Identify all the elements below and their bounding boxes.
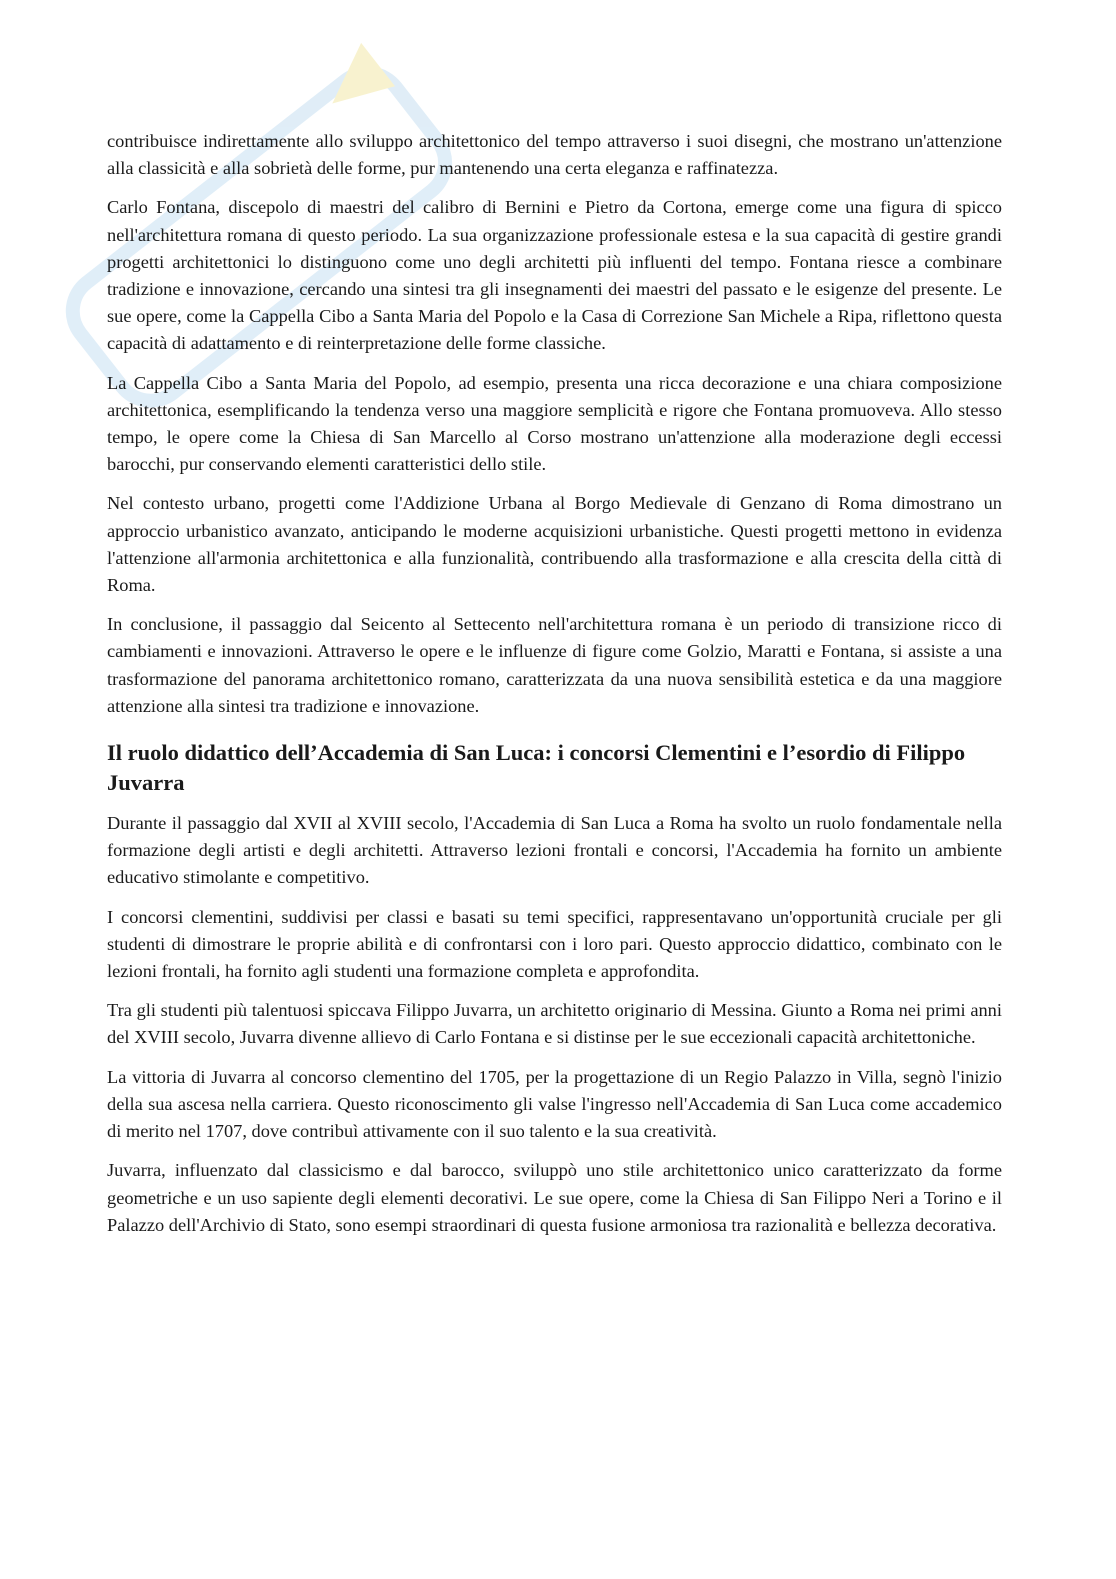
paragraph-carlo-fontana: Carlo Fontana, discepolo di maestri del calibro di Bernini e Pietro da Cortona, emerge come una figura di spicco nell'architettura romana di questo periodo. La sua organizzazione professionale estesa e la sua capacità di gestire grandi progetti architettonici lo distinguono come uno degli architetti più influenti del tempo. Fontana riesce a combinare tradizione e innovazione, cercando una sintesi tra gli insegnamenti dei maestri del passato e le esigenze del presente. Le sue opere, come la Cappella Cibo a Santa Maria del Popolo e la Casa di Correzione San Michele a Ripa, riflettono questa capacità di adattamento e di reinterpretazione delle forme classiche.: [107, 197, 1002, 354]
paragraph-juvarra-student: Tra gli studenti più talentuosi spiccava Filippo Juvarra, un architetto originario di Messina. Giunto a Roma nei primi anni del XVIII secolo, Juvarra divenne allievo di Carlo Fontana e si distinse per le sue eccezionali capacità architettoniche.: [107, 1000, 1002, 1048]
document-page: [107, 128, 1002, 1251]
paragraph-golzio-drawings: contribuisce indirettamente allo sviluppo architettonico del tempo attraverso i suoi disegni, che mostrano un'attenzione alla classicità e alla sobrietà delle forme, pur mantenendo una certa eleganza e raffinatezza.: [107, 131, 1002, 179]
paragraph-conclusion: In conclusione, il passaggio dal Seicento al Settecento nell'architettura romana è un periodo di transizione ricco di cambiamenti e innovazioni. Attraverso le opere e le influenze di figure come Golzio, Maratti e Fontana, si assiste a una trasformazione del panorama architettonico romano, caratterizzata da una nuova sensibilità estetica e da una maggiore attenzione alla sintesi tra tradizione e innovazione.: [107, 614, 1002, 716]
paragraph-juvarra-victory: La vittoria di Juvarra al concorso clementino del 1705, per la progettazione di un Regio Palazzo in Villa, segnò l'inizio della sua ascesa nella carriera. Questo riconoscimento gli valse l'ingresso nell'Accademia di San Luca come accademico di merito nel 1707, dove contribuì attivamente con il suo talento e la sua creatività.: [107, 1066, 1002, 1142]
paragraph-juvarra-style: Juvarra, influenzato dal classicismo e dal barocco, sviluppò uno stile architettonico unico caratterizzato da forme geometriche e un uso sapiente degli elementi decorativi. Le sue opere, come la Chiesa di San Filippo Neri a Torino e il Palazzo dell'Archivio di Stato, sono esempi straordinari di questa fusione armoniosa tra razionalità e bellezza decorativa.: [107, 1160, 1002, 1235]
paragraph-accademia-role: Durante il passaggio dal XVII al XVIII secolo, l'Accademia di San Luca a Roma ha svolto un ruolo fondamentale nella formazione degli artisti e degli architetti. Attraverso lezioni frontali e concorsi, l'Accademia ha fornito un ambiente educativo stimolante e competitivo.: [107, 813, 1002, 888]
paragraph-urban-context: Nel contesto urbano, progetti come l'Addizione Urbana al Borgo Medievale di Genzano di Roma dimostrano un approccio urbanistico avanzato, anticipando le moderne acquisizioni urbanistiche. Questi progetti mettono in evidenza l'attenzione all'armonia architettonica e alla funzionalità, contribuendo alla trasformazione e alla crescita della città di Roma.: [107, 493, 1002, 596]
paragraph-concorsi-clementini: I concorsi clementini, suddivisi per classi e basati su temi specifici, rappresentavano un'opportunità cruciale per gli studenti di dimostrare le proprie abilità e di confrontarsi con i loro pari. Questo approccio didattico, combinato con le lezioni frontali, ha fornito agli studenti una formazione completa e approfondita.: [107, 906, 1002, 982]
section-heading: Il ruolo didattico dell’Accademia di San Luca: i concorsi Clementini e l’esordio di Filippo Juvarra: [107, 740, 966, 796]
paragraph-cappella-cibo: La Cappella Cibo a Santa Maria del Popolo, ad esempio, presenta una ricca decorazione e una chiara composizione architettonica, esemplificando la tendenza verso una maggiore semplicità e rigore che Fontana promuoveva. Allo stesso tempo, le opere come la Chiesa di San Marcello al Corso mostrano un'attenzione alla moderazione degli eccessi barocchi, pur conservando elementi caratteristici dello stile.: [107, 372, 1002, 475]
watermark-pencil-icon: [314, 43, 395, 123]
